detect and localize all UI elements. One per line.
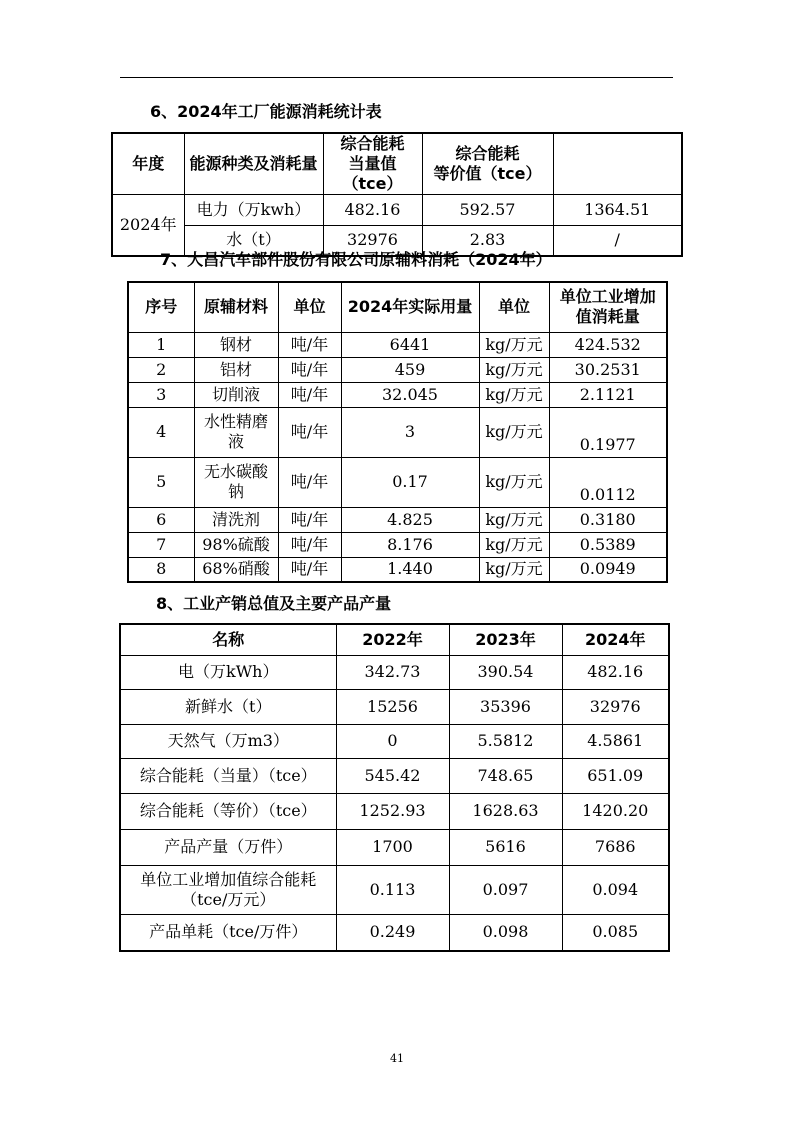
table-cell: 3 (341, 407, 479, 457)
table-row (120, 724, 669, 758)
table-cell: 482.16 (323, 195, 422, 226)
column-header: 序号 (128, 282, 194, 332)
column-header: 单位工业增加 值消耗量 (549, 282, 667, 332)
table-cell: 0.0112 (549, 457, 667, 507)
table-row (128, 557, 667, 582)
table-cell: kg/万元 (479, 407, 549, 457)
table-cell: kg/万元 (479, 382, 549, 407)
table-cell: 592.57 (422, 195, 553, 226)
table-cell: 7686 (562, 829, 669, 865)
table-row (128, 532, 667, 557)
table-cell: 产品产量（万件） (120, 829, 336, 865)
table-cell: 水（t） (184, 226, 323, 256)
table-row (120, 655, 669, 689)
table-cell: 0 (336, 724, 449, 758)
table-cell: 吨/年 (278, 357, 341, 382)
year-cell: 2024年 (112, 195, 184, 256)
column-header: 单位 (278, 282, 341, 332)
table-cell: kg/万元 (479, 532, 549, 557)
table-cell: 4.825 (341, 507, 479, 532)
table-row (120, 758, 669, 793)
section7-title: 7、大昌汽车部件股份有限公司原辅料消耗（2024年） (160, 250, 552, 269)
column-header: 年度 (112, 133, 184, 195)
table-cell: 0.5389 (549, 532, 667, 557)
table-row (112, 195, 682, 226)
table-cell: 5616 (449, 829, 562, 865)
table-cell: 459 (341, 357, 479, 382)
table-row (128, 457, 667, 507)
table-cell: 35396 (449, 689, 562, 724)
table-cell: 切削液 (194, 382, 278, 407)
table-cell: 7 (128, 532, 194, 557)
column-header: 名称 (120, 624, 336, 655)
table-cell: 0.094 (562, 865, 669, 914)
table-cell: 综合能耗（当量）（tce） (120, 758, 336, 793)
table-cell: 424.532 (549, 332, 667, 357)
table-cell: 6441 (341, 332, 479, 357)
table-cell: 吨/年 (278, 532, 341, 557)
table-cell: 2 (128, 357, 194, 382)
table-row (120, 829, 669, 865)
table-cell: 390.54 (449, 655, 562, 689)
column-header: 综合能耗 当量值（tce） (323, 133, 422, 195)
table-cell: 产品单耗（tce/万件） (120, 914, 336, 951)
energy-consumption-table (111, 132, 683, 257)
table-cell: 5.5812 (449, 724, 562, 758)
table-cell: 吨/年 (278, 332, 341, 357)
table-row (128, 357, 667, 382)
table-cell: kg/万元 (479, 507, 549, 532)
table-cell: 吨/年 (278, 407, 341, 457)
column-header: 2023年 (449, 624, 562, 655)
table-row (120, 689, 669, 724)
table-cell: 钢材 (194, 332, 278, 357)
table-cell: 吨/年 (278, 382, 341, 407)
table-cell: 5 (128, 457, 194, 507)
table-row (120, 865, 669, 914)
table-cell: 748.65 (449, 758, 562, 793)
table-cell: 4.5861 (562, 724, 669, 758)
table-cell: kg/万元 (479, 457, 549, 507)
table-row (120, 793, 669, 829)
table-cell: 651.09 (562, 758, 669, 793)
table-cell: kg/万元 (479, 357, 549, 382)
table-cell: 0.0949 (549, 557, 667, 582)
table-cell: 1252.93 (336, 793, 449, 829)
table-cell: 32976 (562, 689, 669, 724)
table-cell: 1700 (336, 829, 449, 865)
table-cell: 电（万kWh） (120, 655, 336, 689)
table-cell: 水性精磨 液 (194, 407, 278, 457)
column-header: 能源种类及消耗量 (184, 133, 323, 195)
header-row (128, 282, 667, 332)
table-cell: 新鲜水（t） (120, 689, 336, 724)
table-cell: 铝材 (194, 357, 278, 382)
table-cell: 98%硫酸 (194, 532, 278, 557)
column-header: 2024年实际用量 (341, 282, 479, 332)
table-cell: 3 (128, 382, 194, 407)
page-number: 41 (390, 1052, 404, 1065)
table-cell: 1.440 (341, 557, 479, 582)
column-header: 单位 (479, 282, 549, 332)
table-cell: 1628.63 (449, 793, 562, 829)
production-output-table (119, 623, 670, 952)
table-cell: 天然气（万m3） (120, 724, 336, 758)
table-row (120, 914, 669, 951)
raw-materials-table (127, 281, 668, 583)
header-rule (120, 77, 673, 78)
table-cell: / (553, 226, 682, 256)
header-row (120, 624, 669, 655)
table-cell: 1420.20 (562, 793, 669, 829)
table-cell: 30.2531 (549, 357, 667, 382)
table-cell: 342.73 (336, 655, 449, 689)
table-cell: 单位工业增加值综合能耗 （tce/万元） (120, 865, 336, 914)
table-cell: 8.176 (341, 532, 479, 557)
table-cell: 综合能耗（等价）（tce） (120, 793, 336, 829)
table-cell: 0.097 (449, 865, 562, 914)
table-row (128, 332, 667, 357)
table-cell: 无水碳酸 钠 (194, 457, 278, 507)
table-cell: 2.1121 (549, 382, 667, 407)
section8-title: 8、工业产销总值及主要产品产量 (156, 594, 392, 613)
section6-title: 6、2024年工厂能源消耗统计表 (150, 102, 382, 121)
table-cell: 1364.51 (553, 195, 682, 226)
table-cell: 15256 (336, 689, 449, 724)
column-header: 综合能耗 等价值（tce） (422, 133, 553, 195)
table-cell: 0.098 (449, 914, 562, 951)
table-cell: 545.42 (336, 758, 449, 793)
table-cell: 4 (128, 407, 194, 457)
table-cell: kg/万元 (479, 557, 549, 582)
table-cell: 0.085 (562, 914, 669, 951)
table-cell: 吨/年 (278, 457, 341, 507)
table-cell: kg/万元 (479, 332, 549, 357)
table-cell: 482.16 (562, 655, 669, 689)
table-cell: 2.83 (422, 226, 553, 256)
table-cell: 1 (128, 332, 194, 357)
table-cell: 0.17 (341, 457, 479, 507)
table-cell: 0.3180 (549, 507, 667, 532)
table-cell: 吨/年 (278, 507, 341, 532)
column-header: 2022年 (336, 624, 449, 655)
table-cell: 32.045 (341, 382, 479, 407)
table-cell: 吨/年 (278, 557, 341, 582)
table-cell: 0.249 (336, 914, 449, 951)
table-cell: 0.1977 (549, 407, 667, 457)
header-row (112, 133, 682, 195)
table-cell: 32976 (323, 226, 422, 256)
table-row (128, 407, 667, 457)
table-row (128, 507, 667, 532)
table-row (128, 382, 667, 407)
table-cell: 6 (128, 507, 194, 532)
table-cell: 电力（万kwh） (184, 195, 323, 226)
table-cell: 8 (128, 557, 194, 582)
table-cell: 68%硝酸 (194, 557, 278, 582)
table-cell: 清洗剂 (194, 507, 278, 532)
column-header: 2024年 (562, 624, 669, 655)
column-header: 原辅材料 (194, 282, 278, 332)
table-cell: 0.113 (336, 865, 449, 914)
